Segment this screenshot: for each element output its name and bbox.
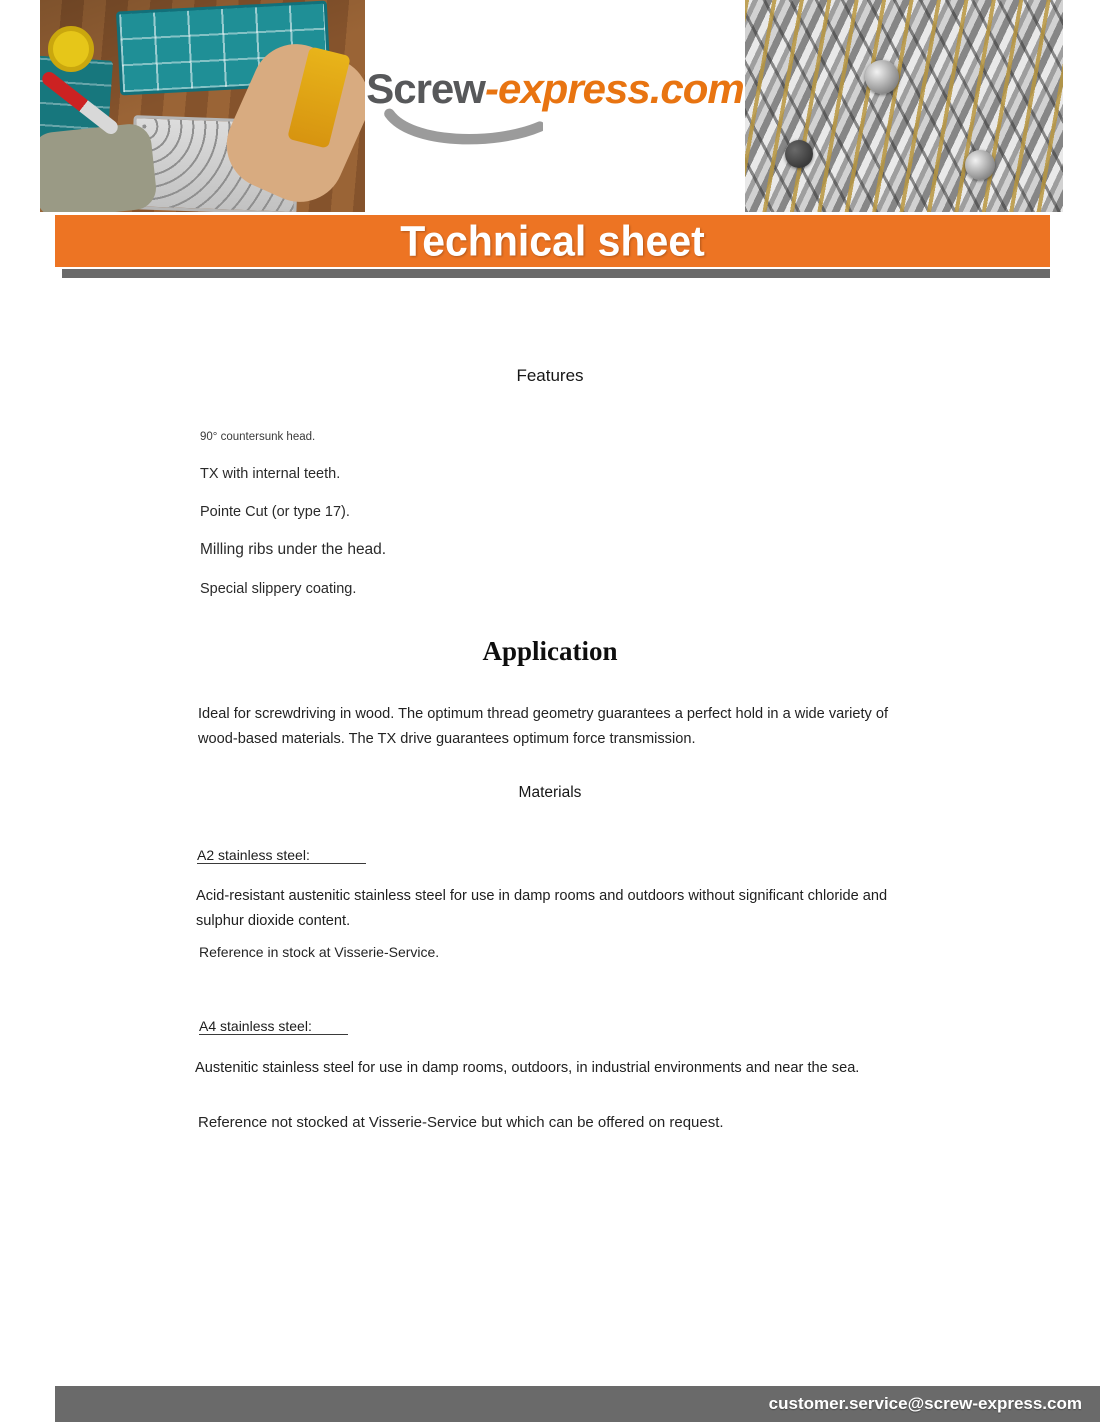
- feature-item: Milling ribs under the head.: [200, 541, 387, 558]
- feature-item: Special slippery coating.: [200, 581, 357, 597]
- banner-shadow-strip: [62, 269, 1050, 278]
- features-heading: Features: [516, 366, 584, 385]
- application-heading: Application: [482, 636, 618, 666]
- logo-text-screw: Screw: [366, 65, 485, 112]
- workbench-photo: [40, 0, 365, 212]
- a2-steel-description: Acid-resistant austenitic stainless steel for use in damp rooms and outdoors without significant chloride and sulphur dioxide content.: [196, 888, 888, 929]
- brand-logo: [365, 65, 745, 112]
- title-banner: [55, 215, 1050, 267]
- application-text: Ideal for screwdriving in wood. The optimum thread geometry guarantees a perfect hold in a wide variety of wood-based materials. The TX drive guarantees optimum force transmission.: [198, 706, 889, 748]
- materials-heading: Materials: [518, 784, 582, 801]
- a4-steel-note: Reference not stocked at Visserie-Service but which can be offered on request.: [198, 1114, 724, 1131]
- a2-steel-note: Reference in stock at Visserie-Service.: [199, 944, 440, 960]
- footer-bar: [55, 1386, 1100, 1422]
- feature-item: 90° countersunk head.: [200, 431, 316, 443]
- page-title: Technical sheet: [400, 217, 705, 265]
- customer-service-email: customer.service@screw-express.com: [768, 1394, 1082, 1413]
- screw-head: [785, 140, 813, 168]
- logo-swoosh-icon: [383, 108, 543, 150]
- feature-item: Pointe Cut (or type 17).: [200, 504, 350, 520]
- screw-head: [965, 150, 995, 180]
- a2-steel-label: A2 stainless steel:: [197, 847, 366, 864]
- screw-head: [865, 60, 899, 94]
- a4-steel-description: Austenitic stainless steel for use in damp rooms, outdoors, in industrial environments and near the sea.: [195, 1060, 860, 1076]
- tape-measure: [48, 26, 94, 72]
- logo-text-express: -express.com: [484, 65, 744, 112]
- feature-item: TX with internal teeth.: [200, 466, 341, 482]
- a4-steel-label: A4 stainless steel:: [199, 1018, 348, 1035]
- screws-photo: [745, 0, 1063, 212]
- sleeve: [40, 122, 158, 212]
